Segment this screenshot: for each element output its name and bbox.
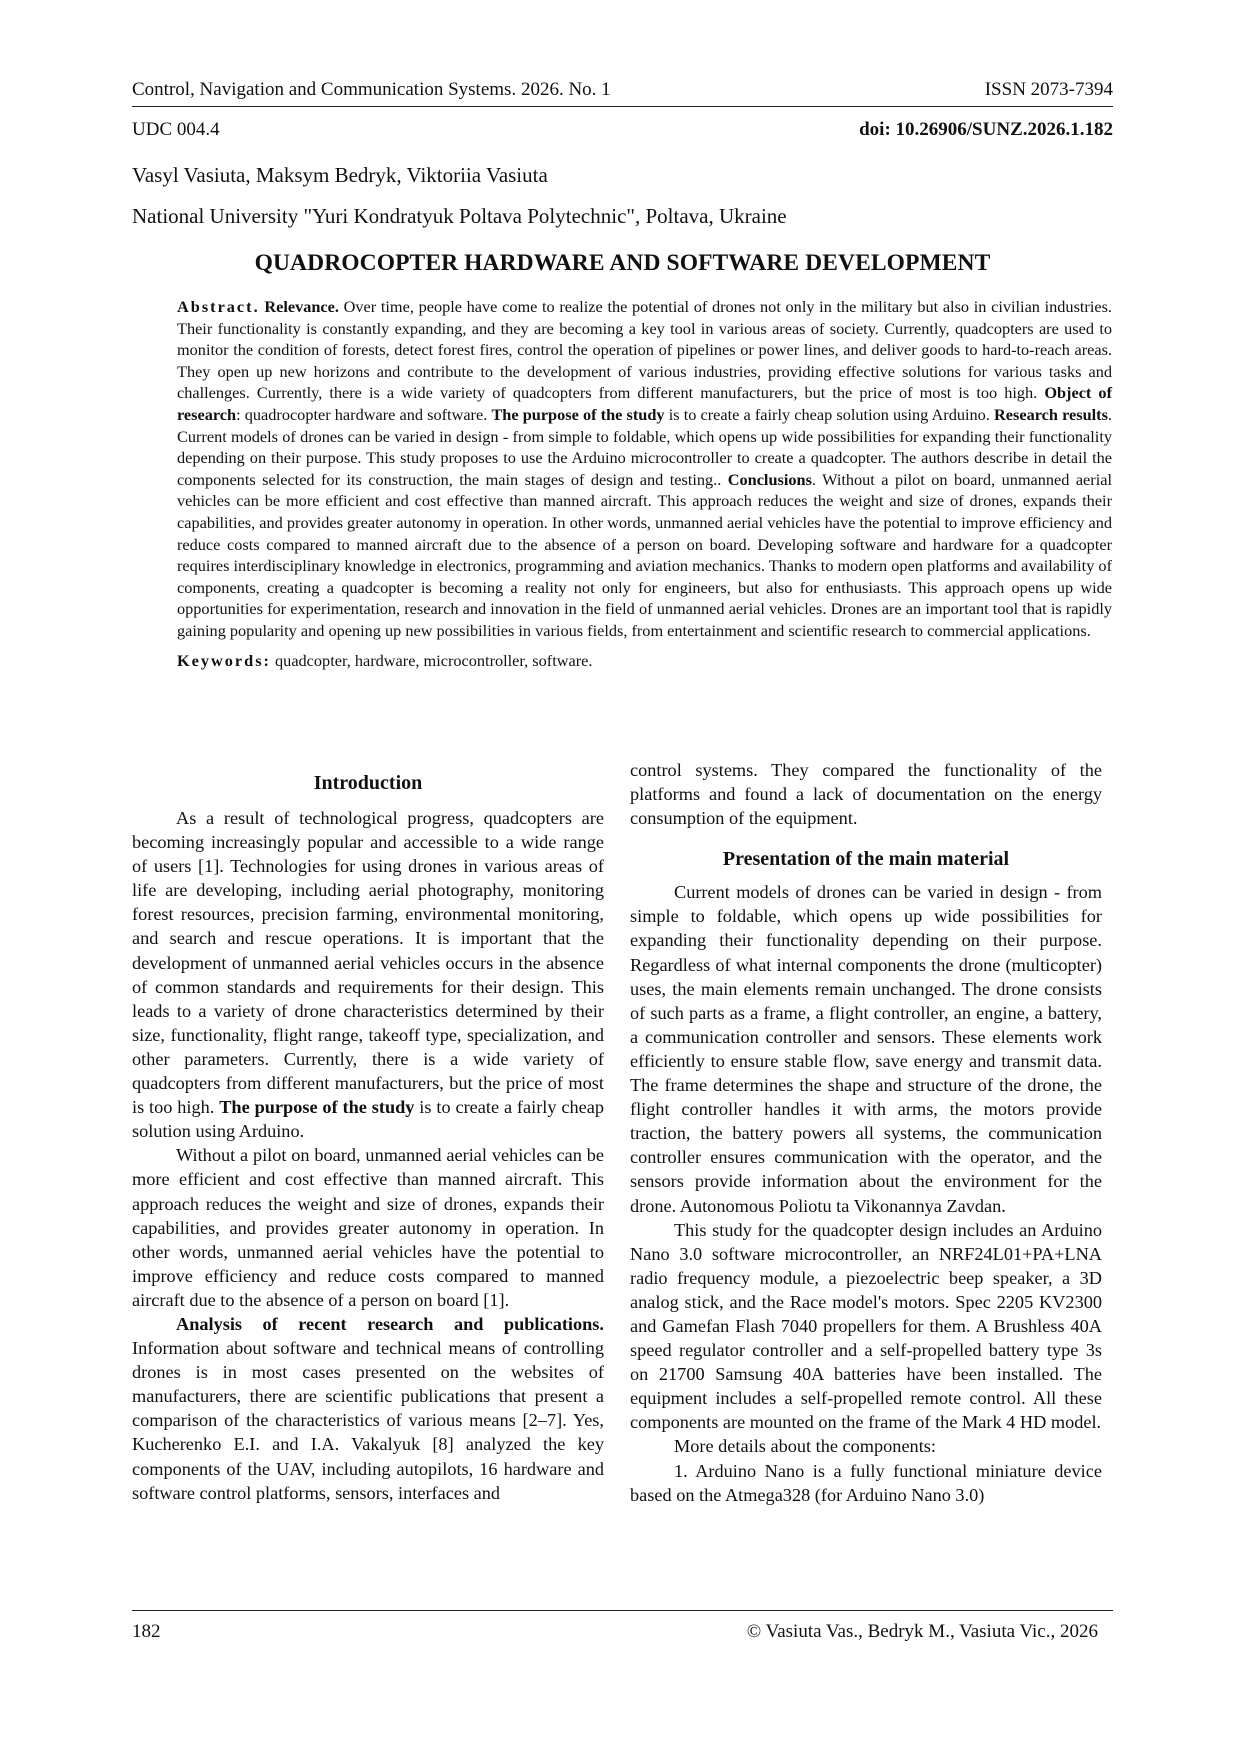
keywords-label: Keywords: bbox=[177, 650, 271, 670]
main-paragraph-1: Current models of drones can be varied in design - from simple to foldable, which opens up wide possibilities for expanding their functionality depending on their purpose. Regardless of what internal components the drone (multicopter) uses, the main elements remain unchanged. The drone consists of such parts as a frame, a flight controller, an engine, a battery, a communication controller and sensors. These elements work efficiently to ensure stable flow, save energy and transmit data. The frame determines the shape and structure of the drone, the flight controller handles it with arms, the motors provide traction, the battery powers all systems, the communication controller ensures communication with the operator, and the sensors provide information about the environment for the drone. Autonomous Poliotu ta Vikonannya Zavdan. bbox=[630, 882, 1102, 1216]
copyright: © Vasiuta Vas., Bedryk M., Vasiuta Vic., 2026 bbox=[746, 1621, 1098, 1642]
abstract-label: Abstract. bbox=[177, 297, 260, 316]
journal-name: Control, Navigation and Communication Systems. 2026. No. 1 bbox=[132, 79, 611, 100]
udc-doi-row bbox=[132, 118, 1113, 142]
intro-paragraph-1 bbox=[132, 806, 604, 1143]
left-column bbox=[132, 770, 604, 1505]
affiliation: National University "Yuri Kondratyuk Poltava Polytechnic", Poltava, Ukraine bbox=[132, 204, 787, 228]
analysis-paragraph bbox=[132, 1312, 604, 1505]
running-header bbox=[132, 78, 1113, 106]
results-text: . Current models of drones can be varied in design - from simple to foldable, which opens up wide possibilities for expanding their functionality depending on their purpose. This study proposes to use the Arduino microcontroller to create a quadcopter. The authors describe in detail the components selected for its construction, the main stages of design and testing.. bbox=[177, 404, 1112, 489]
purpose-text: is to create a fairly cheap solution using Arduino. bbox=[664, 404, 995, 424]
main-paragraph-4: 1. Arduino Nano is a fully functional miniature device based on the Atmega328 (for Arduino Nano 3.0) bbox=[630, 1460, 1102, 1505]
abstract bbox=[177, 296, 1112, 671]
right-column bbox=[630, 758, 1102, 1507]
conclusions-label: Conclusions bbox=[727, 469, 812, 489]
header-rule bbox=[132, 106, 1113, 107]
main-paragraph-3: More details about the components: bbox=[674, 1436, 936, 1457]
abstract-body bbox=[177, 296, 1112, 642]
main-paragraph-2: This study for the quadcopter design includes an Arduino Nano 3.0 software microcontroller, an NRF24L01+PA+LNA radio frequency module, a piezoelectric beep speaker, a 3D analog stick, and the Race model's motors. Spec 2205 KV2300 and Gamefan Flash 7040 propellers for them. A Brushless 40A speed regulator controller and a self-propelled battery type 3s on 21700 Samsung 40A batteries have been installed. The equipment includes a self-propelled remote control. All these components are mounted on the frame of the Mark 4 HD model. bbox=[630, 1219, 1102, 1433]
results-label: Research results bbox=[994, 404, 1108, 424]
analysis-text: Information about software and technical means of controlling drones is in most cases presented on the websites of manufacturers, there are scientific publications that present a comparison of the characteristics of various means [2–7]. Yes, Kucherenko E.I. and I.A. Vakalyuk [8] analyzed the key components of the UAV, including autopilots, 16 hardware and software control platforms, sensors, interfaces and bbox=[132, 1338, 604, 1503]
page-number: 182 bbox=[132, 1621, 161, 1642]
intro-p1-end: is to create a fairly cheap solution using Arduino. bbox=[132, 1097, 604, 1142]
introduction-heading: Introduction bbox=[313, 772, 423, 794]
issn: ISSN 2073-7394 bbox=[984, 79, 1113, 100]
intro-p1-bold: The purpose of the study bbox=[219, 1097, 415, 1118]
udc: UDC 004.4 bbox=[132, 119, 220, 140]
footer-rule bbox=[132, 1610, 1113, 1611]
keywords-text: quadcopter, hardware, microcontroller, software. bbox=[270, 650, 593, 670]
intro-paragraph-2: Without a pilot on board, unmanned aerial vehicles can be more efficient and cost effective than manned aircraft. This approach reduces the weight and size of drones, expands their capabilities, and provides greater autonomy in operation. In other words, unmanned aerial vehicles have the potential to improve efficiency and reduce costs compared to manned aircraft due to the absence of a person on board [1]. bbox=[132, 1145, 604, 1310]
relevance-label: Relevance. bbox=[264, 297, 339, 316]
footer bbox=[132, 1620, 1098, 1644]
intro-p1-text: As a result of technological progress, quadcopters are becoming increasingly popular and accessible to a wide range of users [1]. Technologies for using drones in various areas of life are developing, including aerial photography, monitoring forest resources, precision farming, environmental monitoring, and search and rescue operations. It is important that the development of unmanned aerial vehicles occurs in the absence of common standards and requirements for their design. This leads to a variety of drone characteristics determined by their size, functionality, flight range, takeoff type, specialization, and other parameters. Currently, there is a wide variety of quadcopters from different manufacturers, but the price of most is too high. bbox=[132, 808, 604, 1118]
doi: doi: 10.26906/SUNZ.2026.1.182 bbox=[859, 119, 1113, 140]
conclusions-text: . Without a pilot on board, unmanned aerial vehicles can be more efficient and cost effective than manned aircraft. This approach reduces the weight and size of drones, expands their capabilities, and provides greater autonomy in operation. In other words, unmanned aerial vehicles have the potential to improve efficiency and reduce costs compared to manned aircraft due to the absence of a person on board. Developing software and hardware for a quadcopter requires interdisciplinary knowledge in electronics, programming and aviation mechanics. Thanks to modern open platforms and availability of components, creating a quadcopter is becoming a reality not only for engineers, but also for enthusiasts. This approach opens up wide opportunities for experimentation, research and innovation in the field of unmanned aerial vehicles. Drones are an important tool that is rapidly gaining popularity and opening up new possibilities in various fields, from entertainment and scientific research to commercial applications. bbox=[177, 469, 1112, 640]
object-label: Object of research bbox=[177, 383, 1112, 424]
paper-title: QUADROCOPTER HARDWARE AND SOFTWARE DEVELOPMENT bbox=[254, 250, 991, 276]
continued-paragraph: control systems. They compared the functionality of the platforms and found a lack of documentation on the energy consumption of the equipment. bbox=[630, 760, 1102, 829]
keywords bbox=[177, 650, 1112, 672]
purpose-label: The purpose of the study bbox=[491, 404, 665, 424]
object-text: : quadrocopter hardware and software. bbox=[236, 404, 492, 424]
analysis-bold: Analysis of recent research and publications. bbox=[176, 1313, 604, 1334]
relevance-text: Over time, people have come to realize the potential of drones not only in the military but also in civilian industries. Their functionality is constantly expanding, and they are becoming a key tool in various areas of society. Currently, quadcopters are used to monitor the condition of forests, detect forest fires, control the operation of pipelines or power lines, and deliver goods to hard-to-reach areas. They open up new horizons and contribute to the development of various industries, providing effective solutions for various tasks and challenges. Currently, there is a wide variety of quadcopters from different manufacturers, but the price of most is too high. bbox=[177, 297, 1113, 403]
authors: Vasyl Vasiuta, Maksym Bedryk, Viktoriia Vasiuta bbox=[132, 163, 548, 187]
main-material-heading: Presentation of the main material bbox=[722, 848, 1010, 871]
